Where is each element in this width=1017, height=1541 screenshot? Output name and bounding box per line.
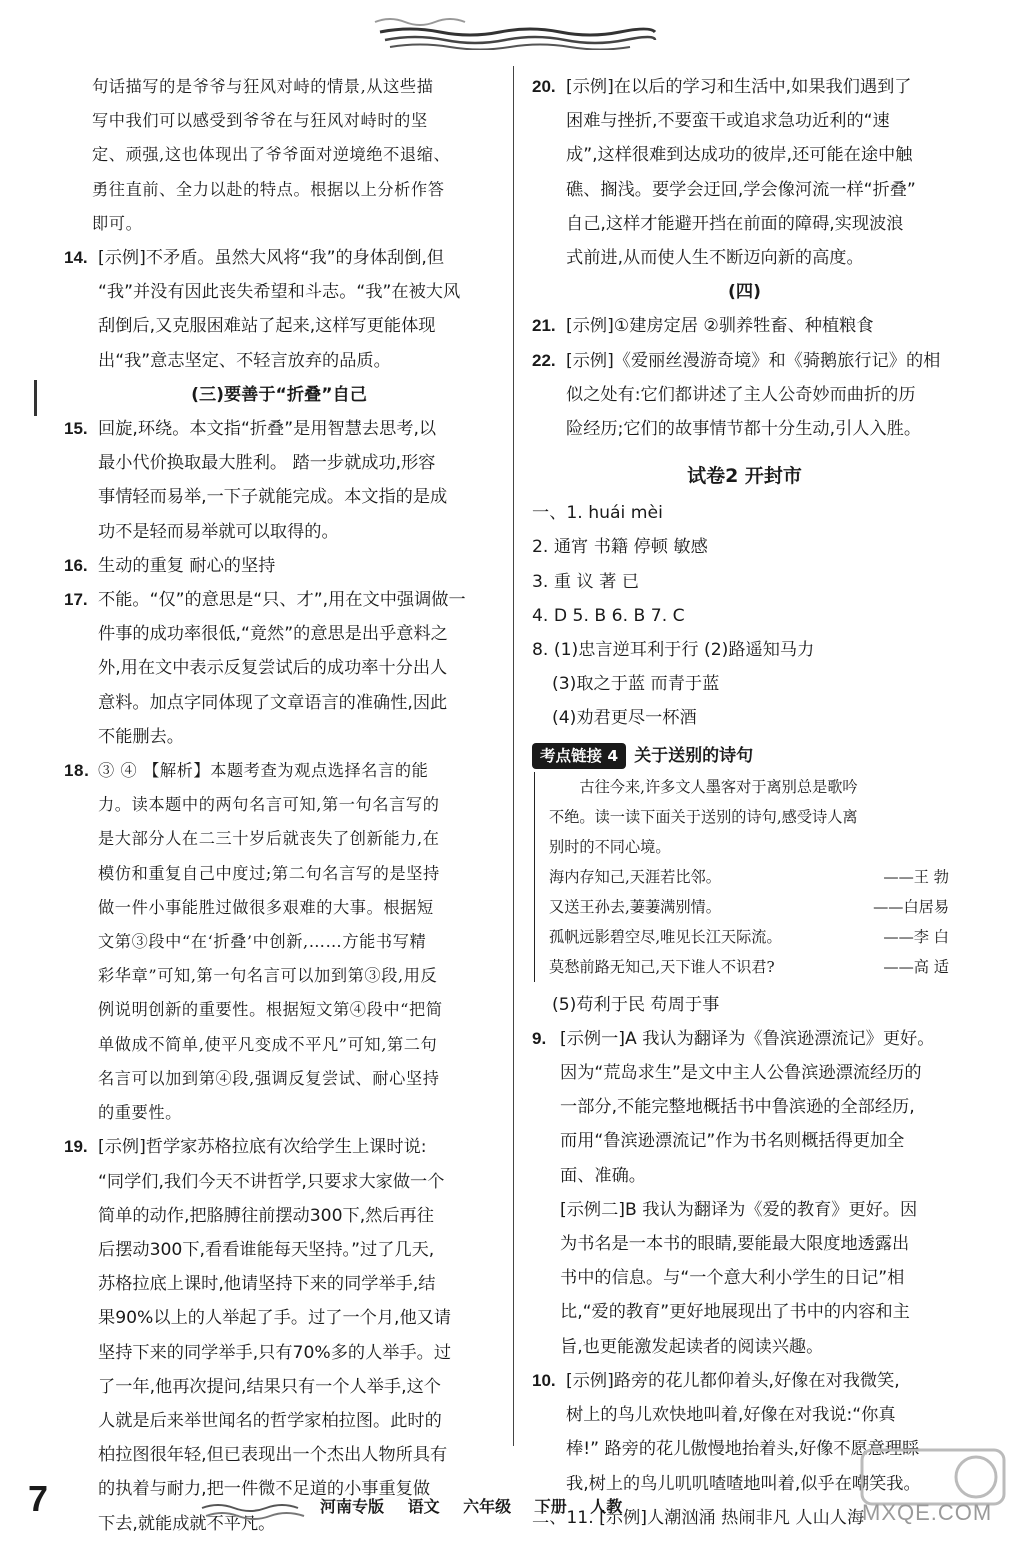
poem-text: 海内存知己,天涯若比邻。 — [549, 867, 721, 886]
text-line: [示例一]A 我认为翻译为《鲁滨逊漂流记》更好。 — [560, 1028, 935, 1049]
knowledge-link-title: 关于送别的诗句 — [634, 745, 754, 766]
answer-2: 2. 通宵 书籍 停顿 敏感 — [532, 537, 708, 558]
text-line: 面、准确。 — [560, 1165, 646, 1186]
text-line: 险经历;它们的故事情节都十分生动,引人入胜。 — [566, 419, 922, 440]
poem-author: ——王 勃 — [883, 867, 949, 886]
answer-18 — [64, 754, 494, 1130]
text-line: 件事的成功率很低,“竟然”的意思是出乎意料之 — [98, 624, 448, 645]
text-line: ③ ④ 【解析】本题考查为观点选择名言的能 — [98, 761, 429, 781]
text-line: 出“我”意志坚定、不轻言放弃的品质。 — [98, 350, 391, 371]
answer-8-line: (3)取之于蓝 而青于蓝 — [552, 674, 720, 695]
text-line: 旨,也更能激发起读者的阅读兴趣。 — [560, 1336, 824, 1357]
text-line: 外,用在文中表示反复尝试后的成功率十分出人 — [98, 658, 448, 679]
question-number: 10. — [532, 1370, 556, 1390]
text-line: 自己,这样才能避开挡在前面的障碍,实现波浪 — [566, 213, 904, 234]
text-line: 为书名是一本书的眼睛,要能最大限度地透露出 — [560, 1234, 910, 1255]
question-number: 15. — [64, 419, 88, 439]
text-line: 做一件小事能胜过做很多艰难的大事。根据短 — [98, 897, 434, 917]
poem-text: 莫愁前路无知己,天下谁人不识君? — [549, 957, 775, 976]
text-line: [示例]不矛盾。虽然大风将“我”的身体刮倒,但 — [98, 248, 445, 269]
answer-19 — [64, 1130, 494, 1540]
page-number: 7 — [28, 1478, 49, 1519]
text-line: 的执着与耐力,把一件微不足道的小事重复做 — [98, 1479, 431, 1500]
text-line: 回旋,环绕。本文指“折叠”是用智慧去思考,以 — [98, 419, 437, 440]
text-line: 古往今来,许多文人墨客对于离别总是歌吟 — [579, 777, 858, 796]
answer-11: 二、11. [示例]人潮汹涌 热闹非凡 人山人海 — [532, 1507, 865, 1528]
text-line: 功不是轻而易举就可以取得的。 — [98, 521, 339, 542]
text-line: 例说明创新的重要性。根据短文第④段中“把简 — [98, 1000, 443, 1020]
knowledge-link-header — [532, 740, 957, 772]
text-line: 事情轻而易举,一下子就能完成。本文指的是成 — [98, 487, 448, 508]
text-line: 后摆动300下,看看谁能每天坚持。”过了几天, — [98, 1239, 435, 1260]
poem-line — [549, 862, 957, 892]
text-line: 不能。“仅”的意思是“只、才”,用在文中强调做一 — [98, 590, 466, 611]
text-line: 棒!” 路旁的花儿傲慢地抬着头,好像不愿意理睬 — [566, 1439, 920, 1460]
text-line: 勇往直前、全力以赴的特点。根据以上分析作答 — [92, 179, 445, 199]
text-line: 意料。加点字同体现了文章语言的准确性,因此 — [98, 692, 448, 713]
text-line: 写中我们可以感受到爷爷在与狂风对峙时的坚 — [92, 111, 428, 131]
text-line: 柏拉图很年轻,但已表现出一个杰出人物所具有 — [98, 1445, 448, 1466]
poem-author: ——白居易 — [873, 897, 949, 916]
text-line: 最小代价换取最大胜利。 踏一步就成功,形容 — [98, 453, 436, 474]
answer-8-line: (4)劝君更尽一杯酒 — [552, 708, 697, 729]
text-line: 一部分,不能完整地概括书中鲁滨逊的全部经历, — [560, 1097, 915, 1118]
footer-info: 河南专版 语文 六年级 下册 人教 — [320, 1497, 623, 1516]
answer-21 — [532, 309, 957, 343]
text-line: 模仿和重复自己中度过;第二句名言写的是坚持 — [98, 863, 440, 883]
answer-16 — [64, 549, 494, 583]
text-line: 人就是后来举世闻名的哲学家柏拉图。此时的 — [98, 1410, 442, 1431]
section-title: (三)要善于“折叠”自己 — [191, 384, 367, 405]
answer-14 — [64, 241, 494, 378]
poem-line — [549, 952, 957, 982]
text-line: 比,“爱的教育”更好地展现出了书中的内容和主 — [560, 1302, 910, 1323]
watermark-text: MXQE.COM — [862, 1500, 993, 1525]
answer-3: 3. 重 议 著 已 — [532, 571, 640, 592]
poem-author: ——高 适 — [883, 957, 949, 976]
answer-15 — [64, 412, 494, 549]
knowledge-link-badge: 考点链接 4 — [532, 743, 626, 769]
question-number: 21. — [532, 316, 556, 336]
question-number: 19. — [64, 1137, 88, 1157]
text-line: 定、顽强,这也体现出了爷爷面对逆境绝不退缩、 — [92, 145, 451, 165]
text-line: 是大部分人在二三十岁后就丧失了创新能力,在 — [98, 829, 440, 849]
text-line: [示例]哲学家苏格拉底有次给学生上课时说: — [98, 1137, 427, 1158]
answer-17 — [64, 583, 494, 754]
answer-9 — [532, 1022, 957, 1364]
answer-20 — [532, 70, 957, 275]
margin-mark — [34, 380, 37, 416]
text-line: 书中的信息。与“一个意大利小学生的日记”相 — [560, 1268, 905, 1289]
text-line: 的重要性。 — [98, 1103, 182, 1123]
text-line: 即可。 — [92, 213, 143, 233]
answer-8-line: (5)苟利于民 苟周于事 — [552, 994, 720, 1015]
text-line: 苏格拉底上课时,他请坚持下来的同学举手,结 — [98, 1274, 436, 1295]
wave-decoration — [370, 14, 660, 50]
poem-line — [549, 922, 957, 952]
poem-text: 又送王孙去,萋萋满别情。 — [549, 897, 721, 916]
footer-wave-decoration — [200, 1500, 310, 1524]
question-number: 20. — [532, 77, 556, 96]
question-number: 14. — [64, 248, 88, 268]
answer-13-continuation — [64, 70, 494, 241]
text-line: 文第③段中“在‘折叠’中创新,……方能书写精 — [98, 932, 427, 952]
text-line: 力。读本题中的两句名言可知,第一句名言写的 — [98, 795, 440, 815]
text-line: 我,树上的鸟儿叽叽喳喳地叫着,似乎在嘲笑我。 — [566, 1473, 921, 1494]
text-line: [示例]①建房定居 ②驯养牲畜、种植粮食 — [566, 316, 874, 337]
answer-22 — [532, 344, 957, 447]
text-line: 礁、搁浅。要学会迂回,学会像河流一样“折叠” — [566, 179, 916, 200]
text-line: 下去,就能成就不平凡。 — [98, 1513, 276, 1534]
paper-title: 试卷2 开封市 — [687, 465, 802, 488]
poem-text: 孤帆远影碧空尽,唯见长江天际流。 — [549, 927, 782, 946]
column-divider — [513, 66, 514, 1446]
text-line: 因为“荒岛求生”是文中主人公鲁滨逊漂流经历的 — [560, 1063, 922, 1084]
section-title: (四) — [728, 282, 761, 303]
text-line: 似之处有:它们都讲述了主人公奇妙而曲折的历 — [566, 384, 916, 405]
text-line: 刮倒后,又克服困难站了起来,这样写更能体现 — [98, 316, 436, 337]
question-number: 9. — [532, 1028, 547, 1048]
text-line: “同学们,我们今天不讲哲学,只要求大家做一个 — [98, 1171, 445, 1192]
text-line: 坚持下来的同学举手,只有70%多的人举手。过 — [98, 1342, 452, 1363]
right-column — [532, 70, 957, 1535]
text-line: 句话描写的是爷爷与狂风对峙的情景,从这些描 — [92, 77, 434, 96]
left-column — [64, 70, 494, 1541]
text-line: 名言可以加到第④段,强调反复尝试、耐心坚持 — [98, 1068, 440, 1088]
text-line: 了一年,他再次提问,结果只有一个人举手,这个 — [98, 1376, 441, 1397]
answer-8-line: 8. (1)忠言逆耳利于行 (2)路遥知马力 — [532, 640, 815, 661]
text-line: 树上的鸟儿欢快地叫着,好像在对我说:“你真 — [566, 1405, 896, 1426]
text-line: [示例]《爱丽丝漫游奇境》和《骑鹅旅行记》的相 — [566, 350, 941, 371]
text-line: 成”,这样很难到达成功的彼岸,还可能在途中触 — [566, 145, 913, 166]
text-line: [示例]路旁的花儿都仰着头,好像在对我微笑, — [566, 1370, 900, 1391]
knowledge-link-box — [534, 772, 957, 982]
poem-author: ——李 白 — [883, 927, 949, 946]
text-line: 不绝。读一读下面关于送别的诗句,感受诗人离 — [549, 807, 858, 826]
text-line: “我”并没有因此丧失希望和斗志。“我”在被大风 — [98, 282, 461, 303]
text-line: 别时的不同心境。 — [549, 837, 671, 856]
question-number: 17. — [64, 590, 88, 610]
text-line: 简单的动作,把胳膊往前摆动300下,然后再往 — [98, 1205, 434, 1226]
text-line: 单做成不简单,使平凡变成不平凡”可知,第二句 — [98, 1034, 438, 1054]
answer-4-7: 4. D 5. B 6. B 7. C — [532, 605, 685, 626]
text-line: [示例]在以后的学习和生活中,如果我们遇到了 — [566, 77, 912, 97]
poem-line — [549, 892, 957, 922]
text-line: 困难与挫折,不要蛮干或追求急功近利的“速 — [566, 111, 890, 132]
text-line: 式前进,从而使人生不断迈向新的高度。 — [566, 248, 864, 269]
text-line: 而用“鲁滨逊漂流记”作为书名则概括得更加全 — [560, 1131, 905, 1152]
text-line: 生动的重复 耐心的坚持 — [98, 555, 276, 576]
question-number: 18. — [64, 761, 90, 781]
text-line: [示例二]B 我认为翻译为《爱的教育》更好。因 — [560, 1199, 918, 1220]
text-line: 彩华章”可知,第一句名言可以加到第③段,用反 — [98, 966, 438, 986]
text-line: 不能删去。 — [98, 726, 184, 747]
answer-1: 一、1. huái mèi — [532, 503, 663, 524]
question-number: 22. — [532, 350, 556, 370]
question-number: 16. — [64, 555, 88, 575]
text-line: 果90%以上的人举起了手。过了一个月,他又请 — [98, 1308, 452, 1329]
